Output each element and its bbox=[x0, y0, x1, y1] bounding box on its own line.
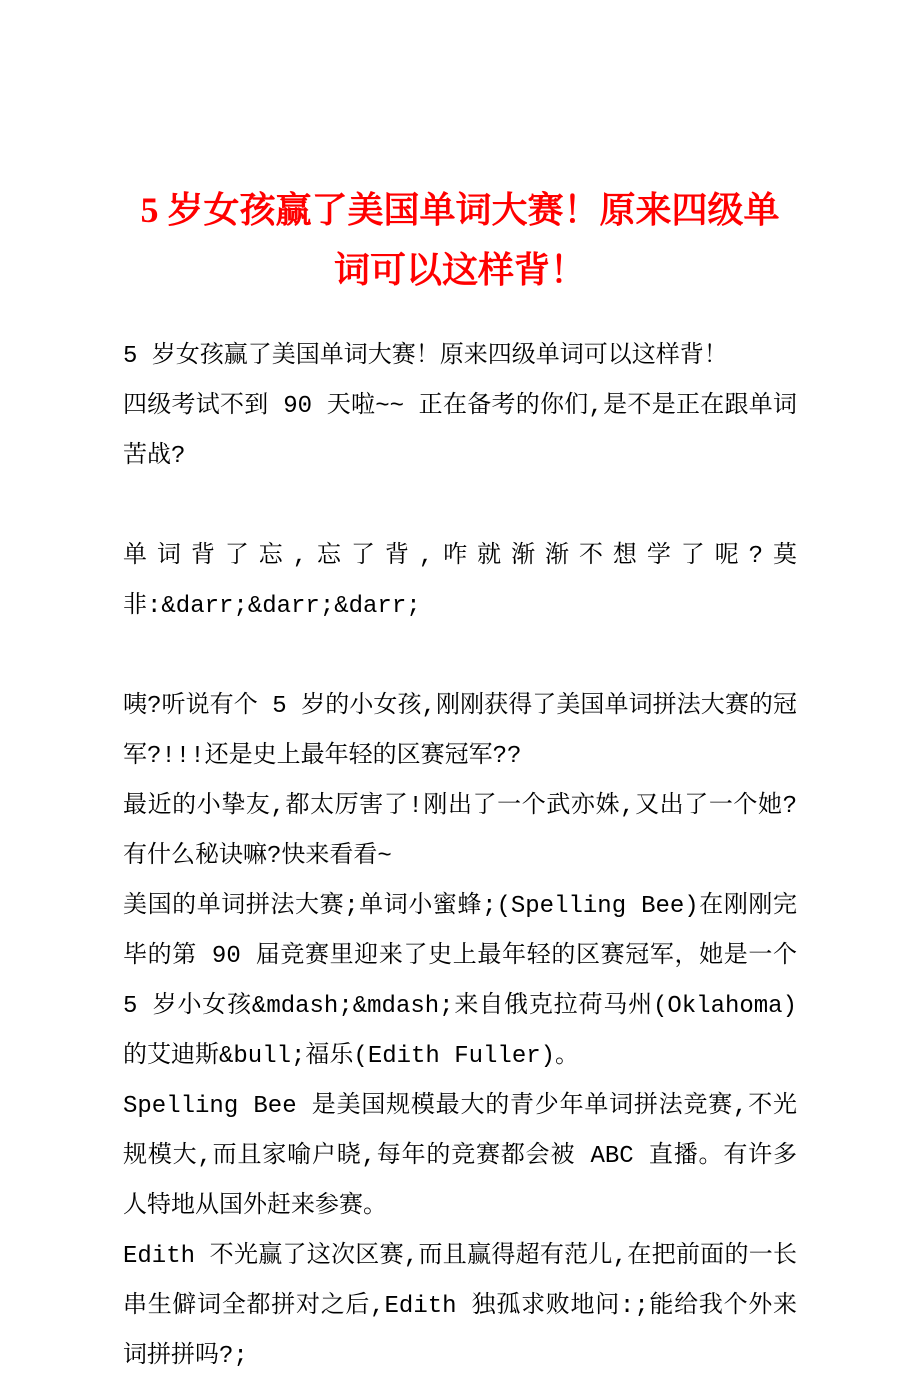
article-body bbox=[123, 332, 797, 1382]
paragraph: Edith 不光赢了这次区赛,而且赢得超有范儿,在把前面的一长串生僻词全都拼对之后,Edith 独孤求败地问:;能给我个外来词拼拼吗?; bbox=[123, 1243, 797, 1370]
paragraph: 美国的单词拼法大赛;单词小蜜蜂;(Spelling Bee)在刚刚完毕的第 90 届竞赛里迎来了史上最年轻的区赛冠军，她是一个 5 岁小女孩&mdash;&mdash;来自俄克拉荷马州(Oklahoma)的艾迪斯&bull;福乐(Edith Fuller)。 bbox=[123, 893, 797, 1070]
paragraph: 四级考试不到 90 天啦~~ 正在备考的你们,是不是正在跟单词苦战? bbox=[123, 393, 797, 470]
paragraph: Spelling Bee 是美国规模最大的青少年单词拼法竞赛,不光规模大,而且家喻户晓,每年的竞赛都会被 ABC 直播。有许多人特地从国外赶来参赛。 bbox=[123, 1093, 797, 1220]
paragraph: 5 岁女孩赢了美国单词大赛！原来四级单词可以这样背！ bbox=[123, 343, 728, 370]
paragraph-blank bbox=[123, 482, 797, 532]
article-title: 5 岁女孩赢了美国单词大赛！原来四级单词可以这样背！ bbox=[140, 190, 780, 290]
paragraph: 单词背了忘,忘了背,咋就渐渐不想学了呢?莫非:&darr;&darr;&darr; bbox=[123, 543, 797, 620]
paragraph: 咦?听说有个 5 岁的小女孩,刚刚获得了美国单词拼法大赛的冠军?!!!还是史上最年轻的区赛冠军?? bbox=[123, 693, 797, 770]
paragraph-blank bbox=[123, 632, 797, 682]
paragraph: 最近的小挚友,都太厉害了!刚出了一个武亦姝,又出了一个她?有什么秘诀嘛?快来看看~ bbox=[123, 793, 797, 870]
